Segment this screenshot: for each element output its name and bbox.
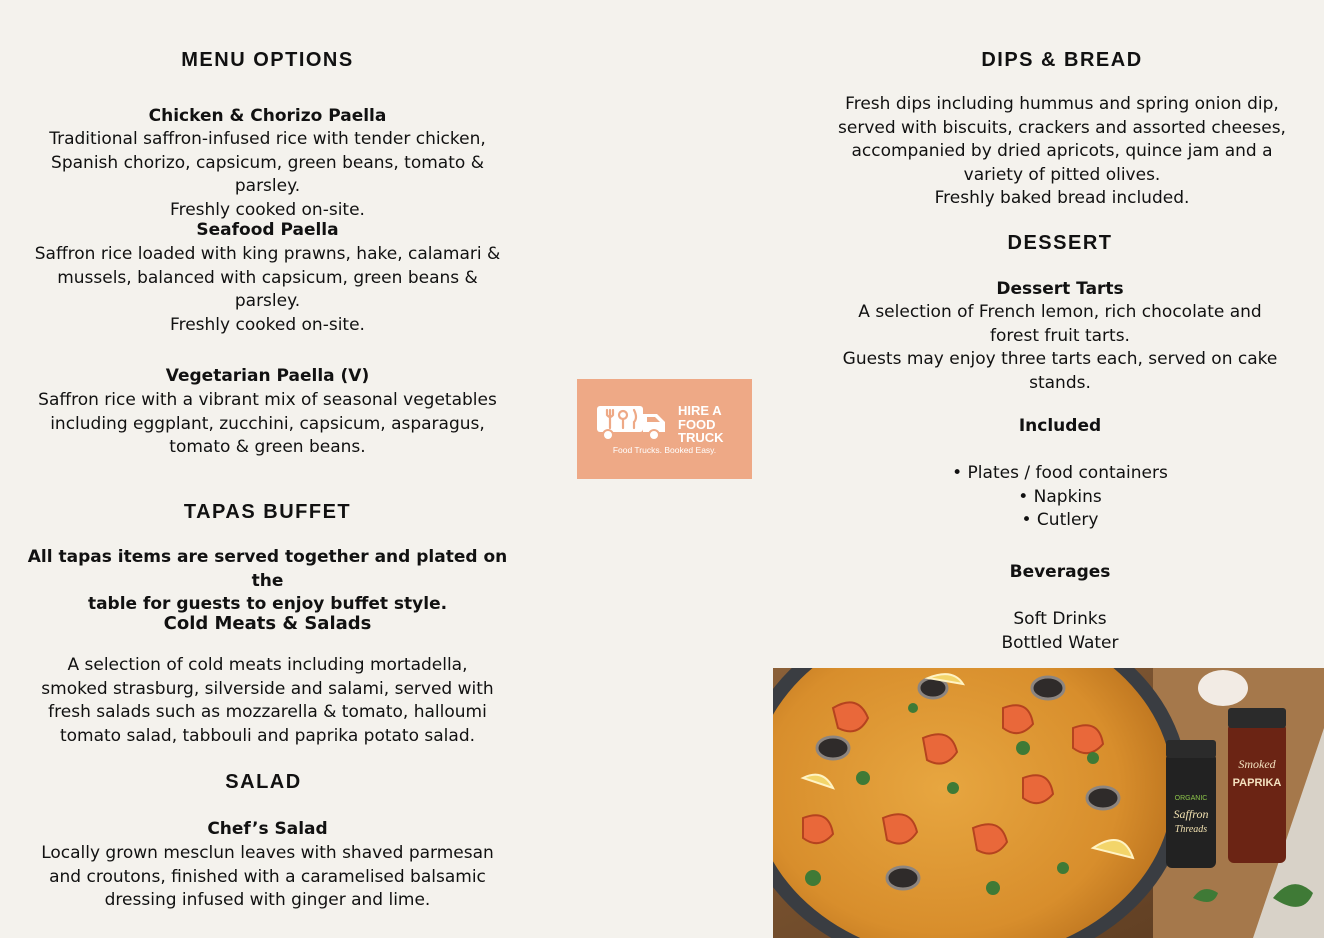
dessert-heading: DESSERT bbox=[1007, 232, 1113, 254]
included-list bbox=[816, 462, 1304, 533]
cold-meats-title: Cold Meats & Salads bbox=[163, 613, 372, 634]
description-line: Freshly baked bread included. bbox=[934, 188, 1190, 208]
list-item: • Plates / food containers bbox=[952, 463, 1168, 483]
salad-heading: SALAD bbox=[225, 771, 302, 793]
vegetarian-paella-title: Vegetarian Paella (V) bbox=[165, 366, 370, 386]
description-line: stands. bbox=[1029, 372, 1091, 393]
description-line: mussels, balanced with capsicum, green beans & bbox=[57, 267, 478, 288]
description-line: Freshly cooked on-site. bbox=[170, 199, 365, 220]
description-line: forest fruit tarts. bbox=[990, 325, 1130, 346]
description-line: Guests may enjoy three tarts each, served on cake bbox=[842, 349, 1278, 369]
description-line: Saffron rice loaded with king prawns, hake, calamari & bbox=[34, 244, 501, 264]
description-line: dressing infused with ginger and lime. bbox=[104, 890, 431, 910]
tapas-buffet-heading: TAPAS BUFFET bbox=[183, 501, 352, 523]
description-line: Fresh dips including hummus and spring onion dip, bbox=[845, 94, 1279, 114]
list-item: • Napkins bbox=[1018, 486, 1102, 507]
dips-bread-description bbox=[820, 93, 1304, 211]
jar-label: PAPRIKA bbox=[1232, 777, 1282, 789]
food-truck-icon bbox=[577, 389, 677, 449]
list-item: Soft Drinks bbox=[1013, 609, 1107, 629]
description-line: A selection of French lemon, rich chocolate and bbox=[858, 302, 1262, 322]
paella-photo bbox=[773, 668, 1324, 938]
chicken-paella-title: Chicken & Chorizo Paella bbox=[148, 106, 387, 126]
included-title: Included bbox=[1018, 416, 1102, 436]
jar-label: Threads bbox=[1174, 824, 1208, 835]
description-line: and croutons, finished with a caramelised balsamic bbox=[49, 866, 486, 887]
list-item: Bottled Water bbox=[1001, 632, 1119, 653]
jar-label: Smoked bbox=[1238, 757, 1276, 771]
beverages-title: Beverages bbox=[1009, 562, 1111, 582]
paella-illustration bbox=[773, 668, 1324, 938]
description-line: parsley. bbox=[234, 291, 301, 311]
dips-bread-heading: DIPS & BREAD bbox=[981, 49, 1143, 71]
list-item: • Cutlery bbox=[1021, 510, 1099, 530]
description-line: variety of pitted olives. bbox=[963, 164, 1161, 185]
chicken-paella-description bbox=[20, 128, 515, 222]
description-line: Traditional saffron-infused rice with tender chicken, bbox=[49, 129, 486, 149]
description-line: including eggplant, zucchini, capsicum, asparagus, bbox=[50, 413, 485, 434]
logo-line: FOOD bbox=[678, 416, 716, 432]
description-line: tomato salad, tabbouli and paprika potato salad. bbox=[59, 725, 476, 746]
cold-meats-description bbox=[20, 654, 515, 748]
seafood-paella-description bbox=[20, 243, 515, 337]
description-line: tomato & green beans. bbox=[169, 437, 366, 457]
seafood-paella-title: Seafood Paella bbox=[196, 220, 339, 240]
dessert-tarts-description bbox=[816, 301, 1304, 395]
beverages-list bbox=[816, 608, 1304, 655]
vegetarian-paella-description bbox=[20, 389, 515, 460]
logo-tagline: Food Trucks. Booked Easy. bbox=[612, 445, 717, 455]
tapas-intro bbox=[20, 546, 515, 617]
chefs-salad-description bbox=[20, 842, 515, 913]
intro-line: table for guests to enjoy buffet style. bbox=[87, 594, 448, 614]
logo-line: HIRE A bbox=[678, 403, 722, 418]
description-line: Spanish chorizo, capsicum, green beans, tomato & parsley. bbox=[51, 152, 484, 196]
logo-line: TRUCK bbox=[678, 430, 724, 445]
description-line: accompanied by dried apricots, quince jam and a bbox=[851, 141, 1273, 161]
description-line: Freshly cooked on-site. bbox=[170, 314, 365, 335]
description-line: A selection of cold meats including mortadella, bbox=[67, 655, 468, 675]
intro-line: All tapas items are served together and plated on the bbox=[27, 547, 508, 591]
description-line: smoked strasburg, silverside and salami, served with bbox=[41, 678, 494, 699]
chefs-salad-title: Chef’s Salad bbox=[207, 819, 328, 839]
menu-options-heading: MENU OPTIONS bbox=[181, 49, 354, 71]
hire-a-food-truck-logo bbox=[577, 379, 752, 479]
dessert-tarts-title: Dessert Tarts bbox=[996, 279, 1124, 299]
logo-wordmark bbox=[678, 404, 724, 445]
description-line: Locally grown mesclun leaves with shaved parmesan bbox=[41, 843, 494, 863]
paprika-jar bbox=[1228, 723, 1286, 863]
description-line: Saffron rice with a vibrant mix of seasonal vegetables bbox=[38, 390, 497, 410]
description-line: fresh salads such as mozzarella & tomato, halloumi bbox=[48, 702, 487, 722]
jar-label: Saffron bbox=[1173, 807, 1209, 821]
jar-label: ORGANIC bbox=[1174, 795, 1208, 802]
description-line: served with biscuits, crackers and assorted cheeses, bbox=[838, 117, 1286, 138]
